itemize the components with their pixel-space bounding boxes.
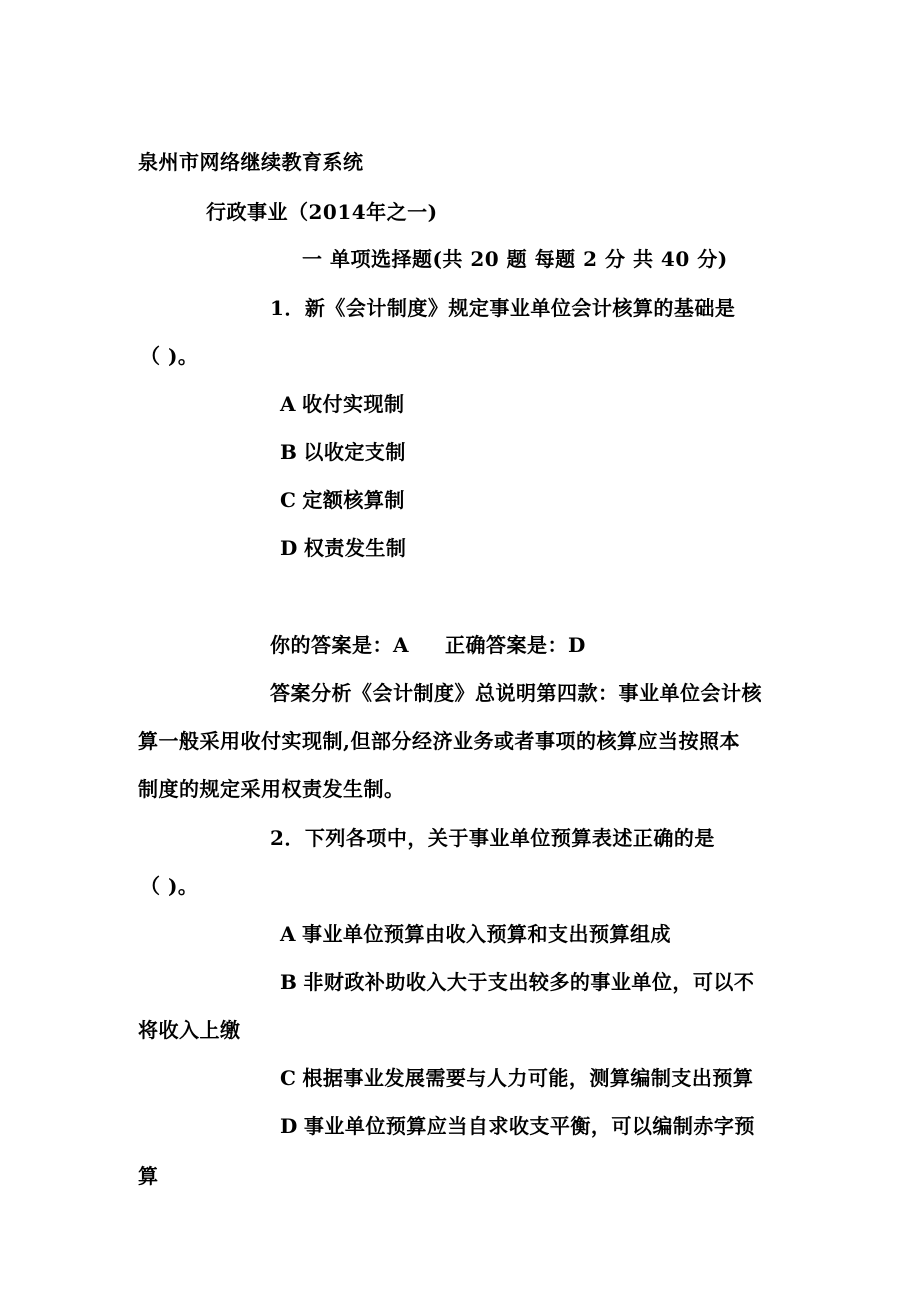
option-letter: D [280,1114,298,1138]
option-letter: A [280,922,297,946]
option-text: 事业单位预算应当自求收支平衡，可以编制赤字预 [303,1114,755,1138]
option-text: 收付实现制 [302,392,405,416]
option-letter: C [280,488,297,512]
question-1-analysis-line-3: 制度的规定采用权责发生制。 [138,777,405,801]
question-1-blank: （ )。 [140,344,199,368]
question-2-number: 2． [270,826,305,850]
question-2-option-b-continuation: 将收入上缴 [138,1018,241,1042]
option-letter: C [280,1066,297,1090]
course-title: 行政事业（2014年之一) [206,200,438,224]
option-text: 权责发生制 [303,536,407,560]
question-2-blank: （ )。 [140,874,199,898]
analysis-label: 答案分析 [270,681,352,705]
system-title: 泉州市网络继续教育系统 [138,150,364,174]
question-2-option-c [280,1064,753,1092]
question-1-option-d [280,534,406,562]
question-2-option-b [280,968,754,996]
question-1-number: 1． [270,296,305,320]
question-2-option-a [280,920,671,948]
question-1-answers [270,631,586,659]
option-letter: B [280,440,298,464]
option-text: 根据事业发展需要与人力可能，测算编制支出预算 [302,1066,754,1090]
option-letter: B [280,970,298,994]
option-text: 事业单位预算由收入预算和支出预算组成 [302,922,672,946]
question-1-stem-text: 新《会计制度》规定事业单位会计核算的基础是 [304,296,736,320]
your-answer-value: A [393,633,410,657]
question-2-stem [270,824,715,852]
option-text: 定额核算制 [302,488,405,512]
question-1-option-b [280,438,406,466]
question-1-analysis-line-2: 算一般采用收付实现制,但部分经济业务或者事项的核算应当按照本 [138,729,740,753]
correct-answer-value: D [568,633,586,657]
question-1-stem [270,294,735,322]
question-2-option-d-continuation: 算 [138,1164,159,1188]
question-1-option-c [280,486,405,514]
question-2-stem-text: 下列各项中，关于事业单位预算表述正确的是 [304,826,715,850]
option-text: 非财政补助收入大于支出较多的事业单位，可以不 [303,970,755,994]
correct-answer-label: 正确答案是： [445,633,569,657]
option-text: 以收定支制 [303,440,406,464]
option-letter: D [280,536,298,560]
analysis-text: 《会计制度》总说明第四款：事业单位会计核 [352,681,762,705]
question-1-analysis-line-1 [270,679,762,707]
question-1-option-a [280,390,405,418]
your-answer-label: 你的答案是： [270,633,393,657]
section-title: 一 单项选择题(共 20 题 每题 2 分 共 40 分) [302,247,728,271]
option-letter: A [280,392,297,416]
question-2-option-d [280,1112,755,1140]
